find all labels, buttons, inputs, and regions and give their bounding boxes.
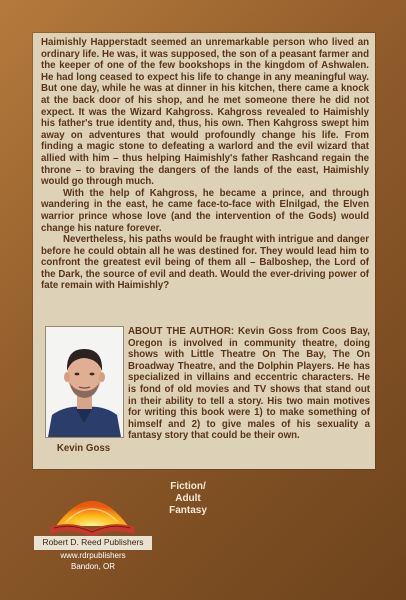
genre-label [152,481,224,517]
author-portrait-icon [46,327,123,437]
genre-line-3: Fantasy [169,505,207,516]
about-the-author: ABOUT THE AUTHOR: Kevin Goss from Coos Bay, Oregon is involved in community theatre, doing shows with Little Theatre On The Bay, The On Broadway Theatre, and the Dolphin Players. He has specialized in villains and eccentric characters. He is fond of old movies and TV shows that stand out in their ability to tell a story. His two main motives for writing this book were 1) to make something of himself and 2) to give males of his sexuality a fantasy story that could be their own. [128,326,370,442]
genre-line-2: Adult [175,493,201,504]
publisher-name: Robert D. Reed Publishers [34,536,152,550]
publisher-info [34,536,152,573]
blurb-paragraph-3: Nevertheless, his paths would be fraught with intrigue and danger before he could obtain all he was destined for. They would lead him to confront the greatest evil being of them all – Balboshep, the Lord of the Dark, the source of evil and death. Would the ever-driving power of fate remain with Haimishly? [41,234,369,292]
author-photo [45,326,124,438]
publisher-url[interactable]: www.rdrpublishers [60,550,126,560]
author-name: Kevin Goss [56,443,111,454]
genre-line-1: Fiction/ [170,481,206,492]
blurb-paragraph-1: Haimishly Happerstadt seemed an unremarkable person who lived an ordinary life. He was, it was supposed, the son of a peasant farmer and the keeper of one of the few bookshops in the kingdom of Ashwalen. He had long ceased to expect his life to change in any meaningful way. But one day, while he was at dinner in his kitchen, there came a knock at the back door of his shop, and he met someone there he did not expect. It was the Wizard Kahgross. Kahgross revealed to Haimishly his father's true identity and, thus, his own. Then Kahgross swept him away on adventures that would profoundly change his life. From finding a magic stone to defeating a warlord and the evil wizard that allied with him – thus helping Haimishly's father Rashcand regain the throne – to braving the dangers of the lands of the east, Haimishly would go through much. [41,37,369,188]
blurb-paragraph-2: With the help of Kahgross, he became a prince, and through wandering in the east, he came face-to-face with Elnilgad, the Elven warrior prince whose love (and the intervention of the Gods) would change his nature forever. [41,187,369,234]
publisher-location: Bandon, OR [70,562,116,571]
book-description [41,37,369,292]
publisher-logo-icon [46,482,138,538]
